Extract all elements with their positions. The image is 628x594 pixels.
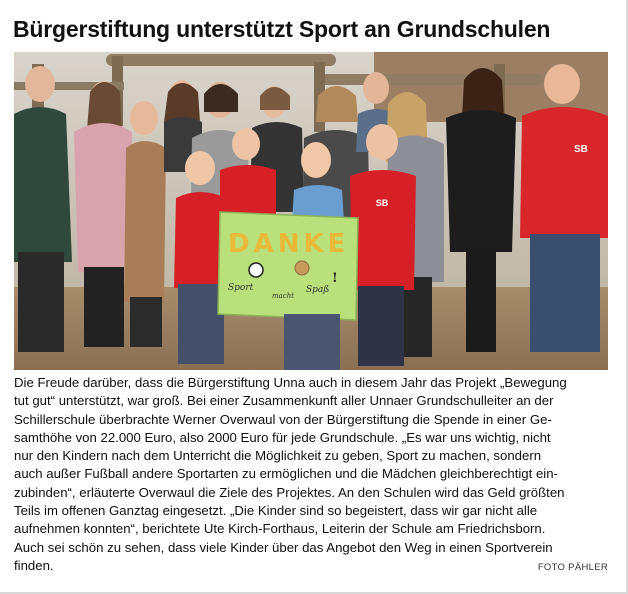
sign-word-macht: macht — [272, 292, 295, 300]
body-line: auch außer Fußball andere Sportarten zu ermöglichen und die Mädchen gleichberechtigt ein- — [14, 466, 558, 482]
soccer-ball-icon — [249, 263, 263, 277]
sign-word-sport: Sport — [228, 283, 254, 293]
body-line: Schillerschule überbrachte Werner Overwaul von der Bürgerstiftung die Spende in einer Ge- — [14, 411, 552, 427]
headline: Bürgerstiftung unterstützt Sport an Grundschulen — [13, 16, 551, 42]
body-line: Die Freude darüber, dass die Bürgerstiftung Unna auch in diesem Jahr das Projekt „Bewegung — [14, 375, 567, 390]
body-line: finden. — [14, 557, 54, 573]
photo-credit: FOTO PÄHLER — [537, 562, 608, 573]
body-line: Teils im offenen Ganztag eingesetzt. „Die Kinder sind so begeistert, dass wir gar nicht alle — [14, 503, 538, 519]
body-line: tut gut“ unterstützt, war groß. Bei einer Zusammenkunft aller Unnaer Grundschulleiter an der — [14, 393, 554, 409]
group-photo — [14, 52, 608, 370]
article-body — [14, 374, 612, 575]
body-line: aufnehmen konnten“, berichtete Ute Kirch-Forthaus, Leiterin der Schule am Friedrichsborn. — [14, 521, 546, 537]
sign-word-spass: Spaß — [306, 285, 330, 295]
shirt-logo: SB — [375, 198, 389, 208]
child-legs — [284, 314, 340, 370]
body-line: samthöhe von 22.000 Euro, also 2000 Euro für jede Grundschule. „Es war uns wichtig, nicht — [14, 429, 551, 445]
body-line: nur den Kindern nach dem Unterricht die Möglichkeit zu geben, Sport zu machen, sondern — [14, 448, 542, 464]
thank-you-sign — [218, 212, 358, 320]
sign-title: DANKE — [228, 229, 350, 259]
ball-icon — [295, 261, 309, 275]
jacket-logo: SB — [574, 144, 588, 155]
body-line: Auch sei schön zu sehen, dass viele Kinder über das Angebot den Weg in einen Sportverein — [14, 539, 553, 555]
body-line: zubinden“, erläuterte Overwaul die Ziele des Projektes. An den Schulen wird das Geld größten — [14, 484, 565, 500]
sign-exclaim: ! — [332, 271, 338, 286]
group-photo-illustration — [14, 52, 608, 370]
